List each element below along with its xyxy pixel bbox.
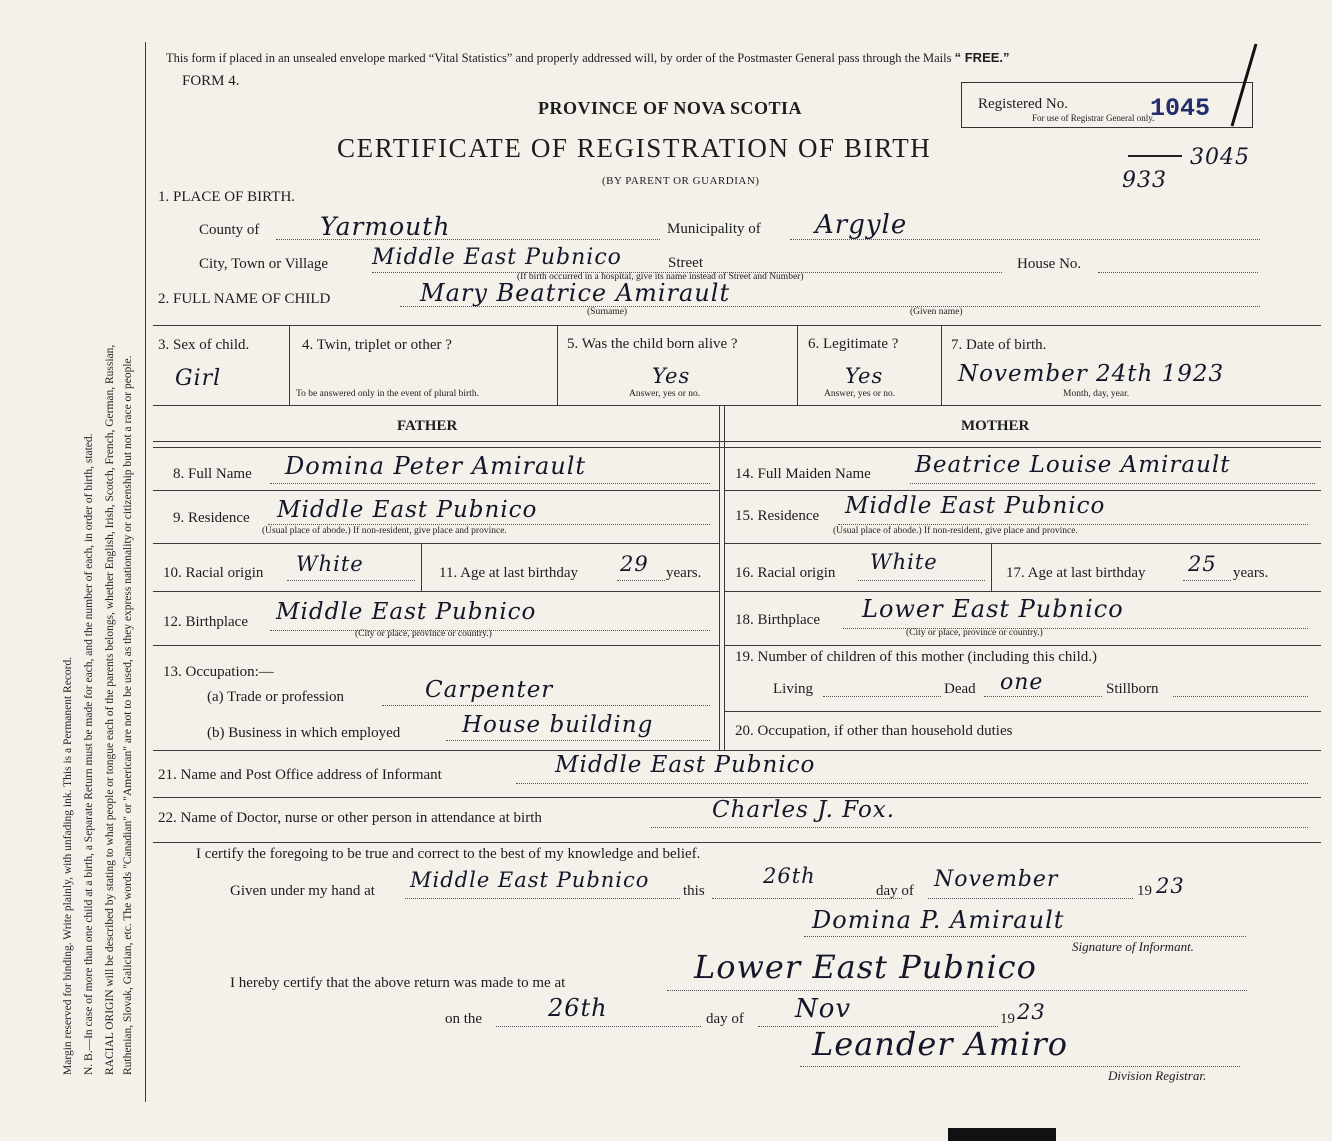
- father-race-value: White: [296, 552, 364, 576]
- mother-residence-value: Middle East Pubnico: [845, 493, 1106, 519]
- father-occupation-label: 13. Occupation:—: [163, 664, 274, 680]
- parents-divider: [719, 405, 720, 750]
- legitimate-label: 6. Legitimate ?: [808, 336, 899, 352]
- margin-note-multiple-births: N. B.—In case of more than one child at a birth, a Separate Return must be made for each, and the number of each, in order of birth, stated.: [83, 433, 95, 1075]
- mother-name-label: 14. Full Maiden Name: [735, 466, 871, 482]
- margin-note-binding: Margin reserved for binding. Write plainly, with unfading ink. This is a Permanent Record.: [62, 656, 74, 1075]
- municipality-value: Argyle: [815, 210, 908, 240]
- mother-name-value: Beatrice Louise Amirault: [915, 452, 1231, 478]
- registrar-caption: Division Registrar.: [1108, 1068, 1207, 1083]
- father-residence-note: (Usual place of abode.) If non-resident, give place and province.: [262, 526, 507, 536]
- father-race-label: 10. Racial origin: [163, 565, 264, 581]
- mother-stillborn-label: Stillborn: [1106, 681, 1159, 697]
- registrar-month-value: Nov: [795, 994, 852, 1024]
- given-month-value: November: [934, 867, 1059, 892]
- informant-signature-caption: Signature of Informant.: [1072, 939, 1194, 954]
- informant-value: Middle East Pubnico: [555, 752, 816, 778]
- informant-signature: Domina P. Amirault: [812, 906, 1065, 934]
- registered-number: 1045: [1150, 94, 1211, 123]
- given-place-value: Middle East Pubnico: [410, 868, 650, 892]
- given-this-label: this: [683, 883, 705, 899]
- tick-mark: [1222, 40, 1262, 130]
- registered-note: For use of Registrar General only.: [1032, 113, 1155, 123]
- given-day-value: 26th: [763, 864, 816, 888]
- registrar-year-value: 23: [1017, 1000, 1046, 1024]
- street-label: Street: [668, 255, 703, 271]
- alive-label: 5. Was the child born alive ?: [567, 336, 738, 352]
- father-age-value: 29: [620, 552, 649, 576]
- twin-note: To be answered only in the event of plural birth.: [296, 389, 479, 399]
- form-number: FORM 4.: [182, 73, 240, 89]
- postal-notice-free: “ FREE.”: [954, 50, 1010, 65]
- father-name-value: Domina Peter Amirault: [285, 452, 587, 480]
- mother-age-years: years.: [1233, 565, 1269, 581]
- father-heading: FATHER: [397, 418, 458, 434]
- mother-residence-label: 15. Residence: [735, 508, 820, 524]
- dob-label: 7. Date of birth.: [951, 337, 1047, 353]
- county-value: Yarmouth: [320, 212, 451, 241]
- mother-living-label: Living: [773, 681, 813, 697]
- certificate-title: CERTIFICATE OF REGISTRATION OF BIRTH: [337, 133, 932, 163]
- sex-value: Girl: [175, 366, 222, 391]
- doctor-label: 22. Name of Doctor, nurse or other person in attendance at birth: [158, 810, 542, 826]
- registrar-year-prefix: 19: [1000, 1011, 1015, 1027]
- mother-dead-value: one: [1000, 670, 1044, 695]
- registrar-place-value: Lower East Pubnico: [694, 948, 1037, 986]
- father-birthplace-value: Middle East Pubnico: [276, 599, 537, 625]
- margin-note-racial-origin-cont: Ruthenian, Slovak, Galician, etc. The words "Canadian" or "American" are not to be used, as they express nationality or citizenship but not a race or people.: [122, 355, 134, 1075]
- margin-divider: [145, 42, 146, 1102]
- registered-annotation-2: 933: [1122, 168, 1167, 193]
- county-label: County of: [199, 222, 260, 238]
- hospital-note: (If birth occurred in a hospital, give its name instead of Street and Number): [517, 272, 804, 282]
- father-trade-value: Carpenter: [425, 677, 554, 703]
- registrar-day-of-label: day of: [706, 1011, 744, 1027]
- father-birthplace-note: (City or place, province or country.): [355, 629, 492, 639]
- mother-birthplace-note: (City or place, province or country.): [906, 628, 1043, 638]
- legitimate-value: Yes: [845, 364, 884, 388]
- mother-birthplace-label: 18. Birthplace: [735, 612, 820, 628]
- municipality-label: Municipality of: [667, 221, 761, 237]
- doctor-value: Charles J. Fox.: [712, 797, 896, 823]
- alive-note: Answer, yes or no.: [629, 389, 701, 399]
- registrar-statement: I hereby certify that the above return was made to me at: [230, 975, 566, 991]
- mother-birthplace-value: Lower East Pubnico: [862, 595, 1124, 623]
- registered-label: Registered No.: [978, 96, 1068, 112]
- registered-annotation-1: 3045: [1190, 145, 1250, 170]
- father-trade-label: (a) Trade or profession: [207, 689, 345, 705]
- informant-label: 21. Name and Post Office address of Informant: [158, 767, 442, 783]
- surname-caption: (Surname): [587, 307, 628, 317]
- given-year-prefix: 19: [1137, 883, 1152, 899]
- mother-occupation-label: 20. Occupation, if other than household duties: [735, 723, 1013, 739]
- house-label: House No.: [1017, 256, 1082, 272]
- postal-notice: [166, 50, 1010, 66]
- given-label: Given under my hand at: [230, 883, 375, 899]
- mother-age-value: 25: [1188, 552, 1217, 576]
- mother-race-value: White: [870, 550, 938, 574]
- father-age-years: years.: [666, 565, 702, 581]
- father-residence-value: Middle East Pubnico: [277, 497, 538, 523]
- certify-statement: I certify the foregoing to be true and correct to the best of my knowledge and belief.: [196, 846, 701, 862]
- registrar-signature: Leander Amiro: [812, 1025, 1069, 1063]
- twin-label: 4. Twin, triplet or other ?: [302, 337, 452, 353]
- postal-notice-text: This form if placed in an unsealed envelope marked “Vital Statistics” and properly addressed will, by order of the Postmaster General pass through the Mails: [166, 51, 952, 65]
- margin-note-racial-origin: RACIAL ORIGIN will be described by stating to what people or tongue each of the parents belongs, whether English, Irish, Scotch, French, German, Russian,: [104, 344, 116, 1075]
- place-heading: 1. PLACE OF BIRTH.: [158, 189, 296, 205]
- sex-label: 3. Sex of child.: [158, 337, 250, 353]
- mother-race-label: 16. Racial origin: [735, 565, 836, 581]
- legitimate-note: Answer, yes or no.: [824, 389, 896, 399]
- dob-note: Month, day, year.: [1063, 389, 1130, 399]
- father-business-value: House building: [462, 712, 654, 738]
- struck-number: [1128, 147, 1182, 163]
- father-birthplace-label: 12. Birthplace: [163, 614, 248, 630]
- child-name-value: Mary Beatrice Amirault: [420, 279, 731, 307]
- mother-dead-label: Dead: [944, 681, 976, 697]
- given-year-value: 23: [1156, 874, 1185, 898]
- father-residence-label: 9. Residence: [173, 510, 250, 526]
- registrar-on-label: on the: [445, 1011, 483, 1027]
- mother-residence-note: (Usual place of abode.) If non-resident, give place and province.: [833, 526, 1078, 536]
- mother-heading: MOTHER: [961, 418, 1030, 434]
- city-label: City, Town or Village: [199, 256, 329, 272]
- child-name-label: 2. FULL NAME OF CHILD: [158, 291, 331, 307]
- certificate-subtitle: (BY PARENT OR GUARDIAN): [602, 175, 760, 187]
- father-age-label: 11. Age at last birthday: [439, 565, 578, 581]
- given-name-caption: (Given name): [910, 307, 963, 317]
- registrar-day-value: 26th: [548, 994, 608, 1022]
- alive-value: Yes: [652, 364, 691, 388]
- dob-value: November 24th 1923: [958, 361, 1225, 387]
- mother-children-label: 19. Number of children of this mother (including this child.): [735, 649, 1098, 665]
- mother-age-label: 17. Age at last birthday: [1006, 565, 1146, 581]
- father-business-label: (b) Business in which employed: [207, 725, 401, 741]
- scan-shadow: [948, 1128, 1056, 1141]
- father-name-label: 8. Full Name: [173, 466, 252, 482]
- city-value: Middle East Pubnico: [372, 245, 622, 270]
- province-heading: PROVINCE OF NOVA SCOTIA: [538, 98, 803, 118]
- given-day-of-label: day of: [876, 883, 914, 899]
